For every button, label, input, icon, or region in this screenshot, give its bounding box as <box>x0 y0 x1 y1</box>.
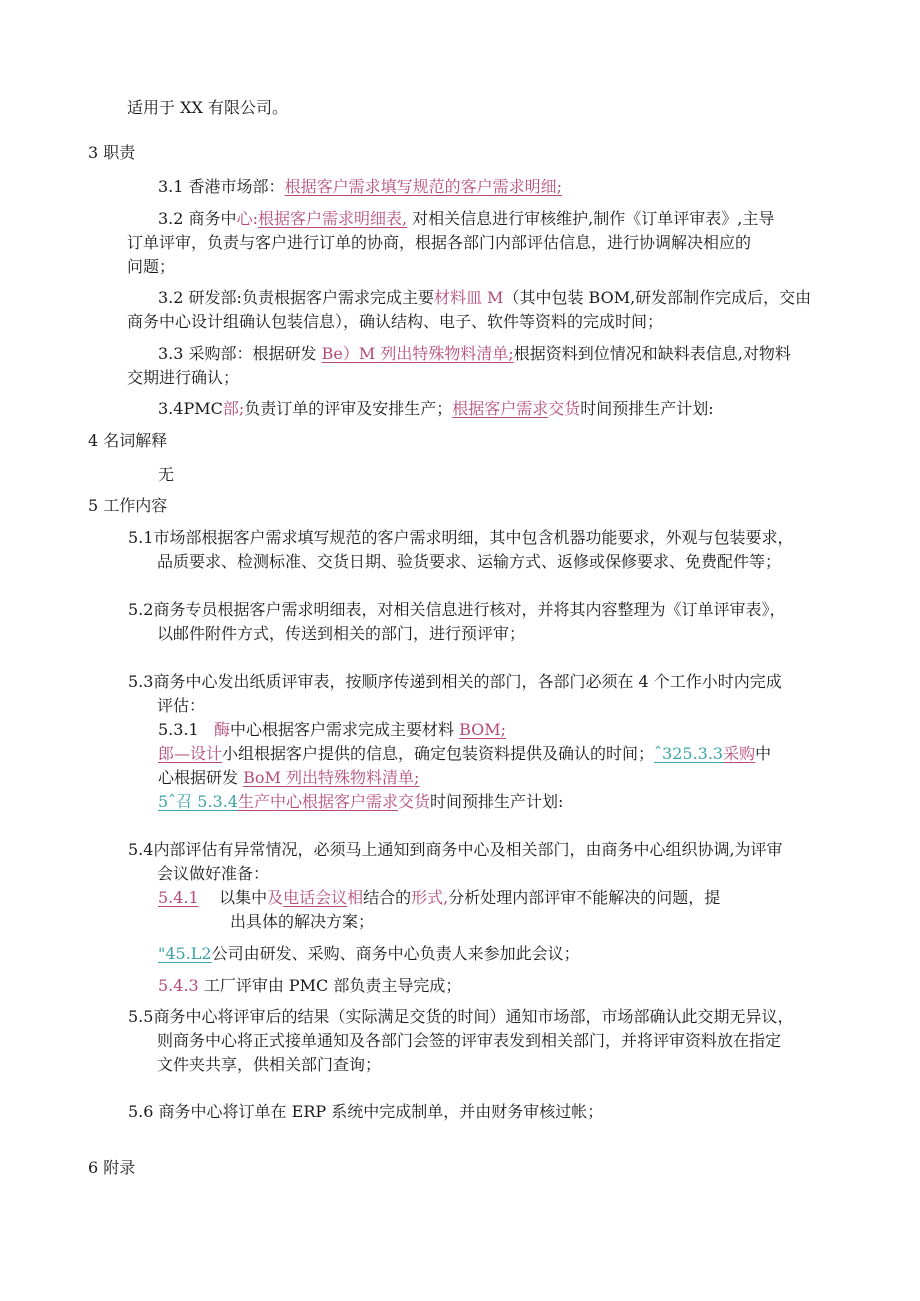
annotated-text: 心: <box>236 209 258 228</box>
item-number: 3.2 <box>158 209 184 228</box>
item-number: 3.2 <box>158 288 184 307</box>
annotation-number: 5.4.3 <box>158 976 199 995</box>
para-5-4-line1 <box>128 839 783 861</box>
item-text: 根据资料到位情况和缺料表信息,对物料 <box>513 344 791 363</box>
annotated-text: 交货 <box>398 792 431 811</box>
item-3-2-line2: 订单评审，负责与客户进行订单的协商，根据各部门内部评估信息，进行协调解决相应的 <box>127 233 752 252</box>
item-text: 市场部根据客户需求填写规范的客户需求明细，其中包含机器功能要求，外观与包装要求， <box>153 528 794 547</box>
item-text: 小组根据客户提供的信息，确定包装资料提供及确认的时间； <box>222 744 655 763</box>
annotated-text: 部; <box>222 399 245 418</box>
para-5-2-line2: 以邮件附件方式，传送到相关的部门，进行预评审； <box>157 624 526 643</box>
para-5-5-line1 <box>128 1006 793 1028</box>
annotation-number: 5ˆ召 5.3.4 <box>158 792 238 811</box>
item-text: 心根据研发 <box>158 768 244 787</box>
item-number: 3.1 <box>158 177 184 196</box>
sub-5-3-4 <box>158 791 563 813</box>
annotation-number: "45.L2 <box>158 944 212 963</box>
annotated-link: BoM 列出特殊物料清单; <box>243 768 420 787</box>
para-5-5-line2: 则商务中心将正式接单通知及各部门会签的评审表发到相关部门，并将评审资料放在指定 <box>157 1031 782 1050</box>
item-number: 5.3 <box>128 672 154 691</box>
item-3-2b-line2: 商务中心设计组确认包装信息），确认结构、电子、软件等资料的完成时间； <box>127 312 664 331</box>
annotated-text: 形式, <box>411 888 449 907</box>
sub-5-3-2 <box>158 743 771 765</box>
item-3-2-line1 <box>158 208 774 230</box>
item-text: 对相关信息进行审核维护,制作《订单评审表》,主导 <box>407 209 775 228</box>
para-5-3-line1 <box>128 671 782 693</box>
para-5-1-line1 <box>128 527 793 549</box>
annotated-link: 根据客户需求明细表, <box>257 209 408 228</box>
para-5-1-line2: 品质要求、检测标准、交货日期、验货要求、运输方式、返修或保修要求、免费配件等； <box>157 552 782 571</box>
annotated-link: 根据客户需求 <box>452 399 549 418</box>
item-text: 结合的 <box>363 888 412 907</box>
item-number: 5.1 <box>128 528 154 547</box>
annotated-text: 交货 <box>548 399 581 418</box>
item-text: 中 <box>755 744 772 763</box>
sub-5-4-2 <box>158 943 580 965</box>
section-4-body: 无 <box>158 465 175 484</box>
item-text: 时间预排生产计划: <box>430 792 564 811</box>
item-text: 中心根据客户需求完成主要材料 <box>230 720 460 739</box>
item-text: （其中包装 BOM,研发部制作完成后，交由 <box>503 288 812 307</box>
para-5-5-line3: 文件夹共享，供相关部门查询； <box>157 1055 382 1074</box>
sub-5-3-3 <box>158 767 419 789</box>
item-number: 5.4 <box>128 840 154 859</box>
item-3-2b-line1 <box>158 287 811 309</box>
item-3-3-line1 <box>158 343 791 365</box>
item-number: 3.3 <box>158 344 184 363</box>
item-number: 3.4PMC <box>158 399 223 418</box>
section-6-heading: 6 附录 <box>88 1158 136 1177</box>
item-lead: 研发部:负责根据客户需求完成主要 <box>188 288 434 307</box>
para-5-4-line2: 会议做好准备： <box>157 864 270 883</box>
item-text: 以集中 <box>219 888 268 907</box>
item-3-1 <box>158 176 562 198</box>
annotation-number: 5.4.1 <box>158 888 199 907</box>
annotated-link: BOM; <box>459 720 507 739</box>
item-text: 负责订单的评审及安排生产； <box>244 399 453 418</box>
item-number: 5.2 <box>128 600 154 619</box>
item-3-3-line2: 交期进行确认； <box>127 368 240 387</box>
item-text: 商务中心将评审后的结果（实际满足交货的时间）通知市场部，市场部确认此交期无异议， <box>153 1007 794 1026</box>
section-4-heading: 4 名词解释 <box>88 431 168 450</box>
item-text: 分析处理内部评审不能解决的问题，提 <box>448 888 721 907</box>
annotated-link: 生产中心根据客户需求 <box>237 792 398 811</box>
item-text: 商务专员根据客户需求明细表，对相关信息进行核对，并将其内容整理为《订单评审表》， <box>153 600 786 619</box>
item-text: 商务中心将订单在 ERP 系统中完成制单，并由财务审核过帐； <box>158 1102 604 1121</box>
item-text: 工厂评审由 PMC 部负责主导完成； <box>203 976 462 995</box>
intro-line: 适用于 XX 有限公司。 <box>127 98 288 117</box>
annotated-link: 采购 <box>723 744 756 763</box>
annotated-text: 根据客户需求填写规范的客户需求明细; <box>284 177 562 196</box>
item-text: 商务中心发出纸质评审表，按顺序传递到相关的部门，各部门必须在 4 个工作小时内完成 <box>153 672 782 691</box>
item-text: 时间预排生产计划: <box>580 399 714 418</box>
para-5-6 <box>128 1101 603 1123</box>
annotated-link: 电话会议 <box>283 888 348 907</box>
annotated-text: 材料皿 M <box>433 288 504 307</box>
sub-5-4-3 <box>158 975 461 997</box>
sub-5-3-1 <box>158 719 506 741</box>
item-number: 5.6 <box>128 1102 154 1121</box>
sub-5-4-1-line2: 出具体的解决方案； <box>230 912 375 931</box>
annotation-number: ˆ325.3.3 <box>654 744 724 763</box>
item-lead: 商务中 <box>188 209 237 228</box>
para-5-2-line1 <box>128 599 785 621</box>
item-lead: 香港市场部： <box>188 177 285 196</box>
annotated-text: 酶 <box>213 720 230 739</box>
annotated-text: 及 <box>267 888 284 907</box>
annotated-link: Be）M 列出特殊物料清单; <box>321 344 514 363</box>
annotated-text: 相 <box>347 888 364 907</box>
item-number: 5.3.1 <box>158 720 199 739</box>
section-5-heading: 5 工作内容 <box>88 496 168 515</box>
item-3-2-line3: 问题； <box>127 257 176 276</box>
annotated-link: 郎—设计 <box>158 744 223 763</box>
section-3-heading: 3 职责 <box>88 143 136 162</box>
sub-5-4-1-line1 <box>158 887 720 909</box>
item-lead: 采购部：根据研发 <box>188 344 322 363</box>
para-5-3-line2: 评估： <box>157 696 206 715</box>
item-text: 公司由研发、采购、商务中心负责人来参加此会议； <box>211 944 580 963</box>
item-3-4 <box>158 398 714 420</box>
item-text: 内部评估有异常情况，必须马上通知到商务中心及相关部门，由商务中心组织协调,为评审 <box>153 840 783 859</box>
item-number: 5.5 <box>128 1007 154 1026</box>
